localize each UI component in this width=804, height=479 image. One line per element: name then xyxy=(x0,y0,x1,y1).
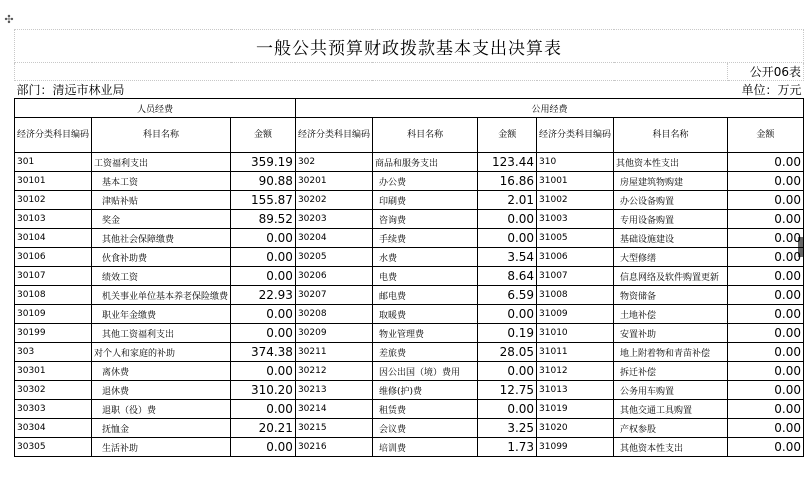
table-row xyxy=(15,305,804,324)
subject-name-cell: 房屋建筑物购建 xyxy=(614,172,728,191)
subject-name-cell: 邮电费 xyxy=(372,286,477,305)
group-header-public: 公用经费 xyxy=(295,99,803,118)
subject-name-cell: 拆迁补偿 xyxy=(614,362,728,381)
economic-code-cell: 30305 xyxy=(15,438,92,457)
budget-table xyxy=(14,29,804,457)
subject-name-cell: 物资储备 xyxy=(614,286,728,305)
economic-code-cell: 30211 xyxy=(295,343,372,362)
economic-code-cell: 30302 xyxy=(15,381,92,400)
subject-name-cell: 产权参股 xyxy=(614,419,728,438)
subject-name-cell: 公务用车购置 xyxy=(614,381,728,400)
amount-cell: 22.93 xyxy=(231,286,296,305)
amount-cell: 0.00 xyxy=(231,305,296,324)
subject-name-cell: 物业管理费 xyxy=(372,324,477,343)
form-code: 公开06表 xyxy=(727,63,803,81)
amount-cell: 0.00 xyxy=(231,248,296,267)
amount-cell: 1.73 xyxy=(478,438,537,457)
table-row xyxy=(15,419,804,438)
subject-name-cell: 工资福利支出 xyxy=(92,153,231,172)
economic-code-cell: 31008 xyxy=(537,286,614,305)
amount-cell: 0.00 xyxy=(727,324,803,343)
table-row xyxy=(15,229,804,248)
amount-cell: 0.00 xyxy=(231,438,296,457)
subject-name-cell: 大型修缮 xyxy=(614,248,728,267)
subject-name-cell: 基本工资 xyxy=(92,172,231,191)
subject-name-cell: 信息网络及软件购置更新 xyxy=(614,267,728,286)
amount-cell: 0.00 xyxy=(231,267,296,286)
economic-code-cell: 30106 xyxy=(15,248,92,267)
amount-cell: 374.38 xyxy=(231,343,296,362)
subject-name-cell: 职业年金缴费 xyxy=(92,305,231,324)
economic-code-cell: 31001 xyxy=(537,172,614,191)
economic-code-cell: 31005 xyxy=(537,229,614,248)
amount-cell: 0.00 xyxy=(478,229,537,248)
economic-code-cell: 30109 xyxy=(15,305,92,324)
subject-name-cell: 培训费 xyxy=(372,438,477,457)
amount-cell: 6.59 xyxy=(478,286,537,305)
economic-code-cell: 30301 xyxy=(15,362,92,381)
economic-code-cell: 31011 xyxy=(537,343,614,362)
subject-name-cell: 手续费 xyxy=(372,229,477,248)
amount-cell: 3.54 xyxy=(478,248,537,267)
economic-code-cell: 31010 xyxy=(537,324,614,343)
economic-code-cell: 30201 xyxy=(295,172,372,191)
amount-cell: 89.52 xyxy=(231,210,296,229)
amount-cell: 155.87 xyxy=(231,191,296,210)
unit-label: 单位：万元 xyxy=(741,83,802,97)
economic-code-cell: 30208 xyxy=(295,305,372,324)
amount-cell: 0.00 xyxy=(727,305,803,324)
col-header-code: 经济分类科目编码 xyxy=(295,118,372,153)
table-row xyxy=(15,343,804,362)
economic-code-cell: 303 xyxy=(15,343,92,362)
economic-code-cell: 30214 xyxy=(295,400,372,419)
economic-code-cell: 30215 xyxy=(295,419,372,438)
economic-code-cell: 30103 xyxy=(15,210,92,229)
subject-name-cell: 伙食补助费 xyxy=(92,248,231,267)
col-header-name: 科目名称 xyxy=(92,118,231,153)
amount-cell: 0.00 xyxy=(727,419,803,438)
amount-cell: 8.64 xyxy=(478,267,537,286)
subject-name-cell: 其他资本性支出 xyxy=(614,438,728,457)
subject-name-cell: 其他社会保障缴费 xyxy=(92,229,231,248)
subject-name-cell: 绩效工资 xyxy=(92,267,231,286)
subject-name-cell: 专用设备购置 xyxy=(614,210,728,229)
subject-name-cell: 离休费 xyxy=(92,362,231,381)
subject-name-cell: 退职（役）费 xyxy=(92,400,231,419)
economic-code-cell: 302 xyxy=(295,153,372,172)
table-row xyxy=(15,286,804,305)
blank-cell xyxy=(15,63,728,81)
col-header-code: 经济分类科目编码 xyxy=(537,118,614,153)
subject-name-cell: 咨询费 xyxy=(372,210,477,229)
economic-code-cell: 30204 xyxy=(295,229,372,248)
subject-name-cell: 会议费 xyxy=(372,419,477,438)
subject-name-cell: 租赁费 xyxy=(372,400,477,419)
economic-code-cell: 31009 xyxy=(537,305,614,324)
economic-code-cell: 31013 xyxy=(537,381,614,400)
col-header-amount: 金额 xyxy=(727,118,803,153)
amount-cell: 359.19 xyxy=(231,153,296,172)
amount-cell: 0.00 xyxy=(478,400,537,419)
amount-cell: 0.00 xyxy=(231,324,296,343)
group-header-personnel: 人员经费 xyxy=(15,99,296,118)
economic-code-cell: 30209 xyxy=(295,324,372,343)
economic-code-cell: 31007 xyxy=(537,267,614,286)
col-header-code: 经济分类科目编码 xyxy=(15,118,92,153)
economic-code-cell: 30199 xyxy=(15,324,92,343)
economic-code-cell: 30207 xyxy=(295,286,372,305)
economic-code-cell: 30216 xyxy=(295,438,372,457)
page-title: 一般公共预算财政拨款基本支出决算表 xyxy=(15,30,804,63)
table-row xyxy=(15,191,804,210)
economic-code-cell: 30107 xyxy=(15,267,92,286)
economic-code-cell: 30101 xyxy=(15,172,92,191)
amount-cell: 0.00 xyxy=(727,248,803,267)
table-move-handle-icon[interactable]: ✣ xyxy=(4,13,14,26)
subject-name-cell: 土地补偿 xyxy=(614,305,728,324)
economic-code-cell: 31020 xyxy=(537,419,614,438)
subject-name-cell: 商品和服务支出 xyxy=(372,153,477,172)
subject-name-cell: 水费 xyxy=(372,248,477,267)
amount-cell: 0.00 xyxy=(478,210,537,229)
subject-name-cell: 地上附着物和青苗补偿 xyxy=(614,343,728,362)
subject-name-cell: 其他资本性支出 xyxy=(614,153,728,172)
subject-name-cell: 对个人和家庭的补助 xyxy=(92,343,231,362)
economic-code-cell: 30104 xyxy=(15,229,92,248)
amount-cell: 0.00 xyxy=(727,172,803,191)
economic-code-cell: 30303 xyxy=(15,400,92,419)
table-row xyxy=(15,210,804,229)
amount-cell: 12.75 xyxy=(478,381,537,400)
economic-code-cell: 30202 xyxy=(295,191,372,210)
amount-cell: 90.88 xyxy=(231,172,296,191)
amount-cell: 0.00 xyxy=(231,229,296,248)
amount-cell: 0.00 xyxy=(727,210,803,229)
economic-code-cell: 30206 xyxy=(295,267,372,286)
amount-cell: 0.00 xyxy=(727,343,803,362)
subject-name-cell: 办公费 xyxy=(372,172,477,191)
amount-cell: 2.01 xyxy=(478,191,537,210)
subject-name-cell: 因公出国（境）费用 xyxy=(372,362,477,381)
subject-name-cell: 电费 xyxy=(372,267,477,286)
table-row xyxy=(15,248,804,267)
subject-name-cell: 其他工资福利支出 xyxy=(92,324,231,343)
amount-cell: 0.00 xyxy=(231,400,296,419)
col-header-name: 科目名称 xyxy=(614,118,728,153)
economic-code-cell: 30304 xyxy=(15,419,92,438)
economic-code-cell: 30212 xyxy=(295,362,372,381)
col-header-name: 科目名称 xyxy=(372,118,477,153)
subject-name-cell: 差旅费 xyxy=(372,343,477,362)
economic-code-cell: 310 xyxy=(537,153,614,172)
subject-name-cell: 机关事业单位基本养老保险缴费 xyxy=(92,286,231,305)
subject-name-cell: 其他交通工具购置 xyxy=(614,400,728,419)
subject-name-cell: 奖金 xyxy=(92,210,231,229)
amount-cell: 0.00 xyxy=(727,438,803,457)
economic-code-cell: 30203 xyxy=(295,210,372,229)
subject-name-cell: 基础设施建设 xyxy=(614,229,728,248)
amount-cell: 0.00 xyxy=(727,381,803,400)
amount-cell: 0.00 xyxy=(727,286,803,305)
economic-code-cell: 31019 xyxy=(537,400,614,419)
amount-cell: 0.00 xyxy=(727,267,803,286)
subject-name-cell: 安置补助 xyxy=(614,324,728,343)
table-row xyxy=(15,324,804,343)
subject-name-cell: 生活补助 xyxy=(92,438,231,457)
amount-cell: 28.05 xyxy=(478,343,537,362)
table-row xyxy=(15,381,804,400)
economic-code-cell: 30213 xyxy=(295,381,372,400)
amount-cell: 123.44 xyxy=(478,153,537,172)
table-row xyxy=(15,400,804,419)
economic-code-cell: 30108 xyxy=(15,286,92,305)
amount-cell: 0.00 xyxy=(727,153,803,172)
department-label: 部门：清远市林业局 xyxy=(16,83,125,97)
amount-cell: 0.19 xyxy=(478,324,537,343)
economic-code-cell: 31002 xyxy=(537,191,614,210)
subject-name-cell: 办公设备购置 xyxy=(614,191,728,210)
subject-name-cell: 退休费 xyxy=(92,381,231,400)
amount-cell: 20.21 xyxy=(231,419,296,438)
col-header-amount: 金额 xyxy=(478,118,537,153)
economic-code-cell: 301 xyxy=(15,153,92,172)
amount-cell: 3.25 xyxy=(478,419,537,438)
economic-code-cell: 31012 xyxy=(537,362,614,381)
economic-code-cell: 30102 xyxy=(15,191,92,210)
col-header-amount: 金额 xyxy=(231,118,296,153)
amount-cell: 0.00 xyxy=(231,362,296,381)
economic-code-cell: 31003 xyxy=(537,210,614,229)
subject-name-cell: 维修(护)费 xyxy=(372,381,477,400)
amount-cell: 0.00 xyxy=(478,305,537,324)
subject-name-cell: 取暖费 xyxy=(372,305,477,324)
table-row xyxy=(15,153,804,172)
subject-name-cell: 印刷费 xyxy=(372,191,477,210)
subject-name-cell: 津贴补贴 xyxy=(92,191,231,210)
economic-code-cell: 31099 xyxy=(537,438,614,457)
amount-cell: 0.00 xyxy=(727,191,803,210)
amount-cell: 16.86 xyxy=(478,172,537,191)
amount-cell: 0.00 xyxy=(727,362,803,381)
economic-code-cell: 31006 xyxy=(537,248,614,267)
table-row xyxy=(15,438,804,457)
amount-cell: 0.00 xyxy=(727,229,803,248)
economic-code-cell: 30205 xyxy=(295,248,372,267)
amount-cell: 0.00 xyxy=(478,362,537,381)
table-row xyxy=(15,267,804,286)
table-row xyxy=(15,362,804,381)
subject-name-cell: 抚恤金 xyxy=(92,419,231,438)
table-row xyxy=(15,172,804,191)
amount-cell: 0.00 xyxy=(727,400,803,419)
amount-cell: 310.20 xyxy=(231,381,296,400)
